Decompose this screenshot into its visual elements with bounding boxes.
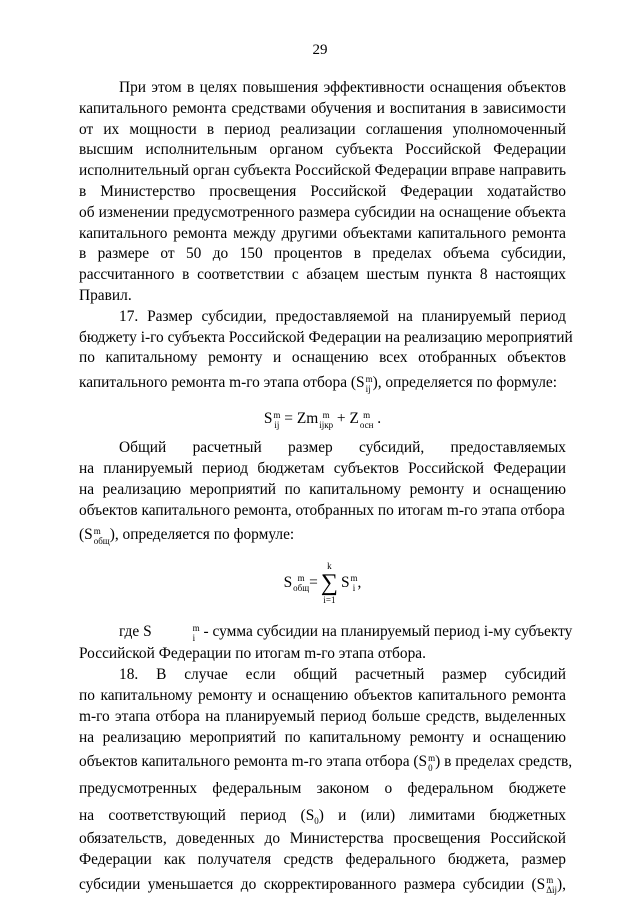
- text-line: в размере от 50 до 150 процентов в пределах объема субсидии,: [79, 245, 566, 263]
- symbol-s-delta-ij-m: S m Δij: [536, 875, 558, 896]
- text-line: 17. Размер субсидии, предоставляемой на планируемый период: [119, 307, 566, 325]
- text-line: высшим исполнительным органом субъекта Российской Федерации: [79, 141, 566, 159]
- text-line: Правил.: [79, 286, 132, 304]
- paragraph-intro: [79, 78, 566, 307]
- text-line: Общий расчетный размер субсидий, предоставляемых: [119, 439, 566, 457]
- text-line: субсидии уменьшается до скорректированного размера субсидии (S m Δij ),: [79, 875, 566, 896]
- text-line: капитального ремонта между другими объектами капитального ремонта: [79, 224, 566, 242]
- text-line: При этом в целях повышения эффективности оснащения объектов: [119, 79, 566, 96]
- sum-sign: k ∑ i=1: [320, 561, 338, 606]
- text-line: капитального ремонта m-го этапа отбора (S m ij ), определяется по формуле:: [79, 373, 558, 394]
- text-line: на реализацию мероприятий по капитальному ремонту и оснащению: [79, 728, 566, 746]
- text-line: 18. В случае если общий расчетный размер субсидий: [119, 666, 566, 684]
- text-line: Федерации как получателя средств федерального бюджета, размер: [79, 851, 566, 869]
- text-line: объектов капитального ремонта, отобранных по итогам m-го этапа отбора: [79, 501, 565, 519]
- document-body: [79, 78, 573, 898]
- symbol-s-ij-m: S m ij: [356, 373, 373, 394]
- text-line: обязательств, доведенных до Министерства просвещения Российской: [79, 830, 566, 848]
- text-line: от их мощности в период реализации соглашения уполномоченный: [79, 120, 566, 138]
- text-line: по капитальному ремонту и оснащению всех отобранных объектов: [79, 349, 566, 367]
- symbol-s-obsh-m: S m общ: [84, 525, 110, 546]
- text-line: где S m i - сумма субсидии на планируемый период i-му субъекту: [119, 622, 573, 643]
- paragraph-total: [79, 438, 566, 548]
- formula-subsidy-size: S m ij = Zm m ijкр + Z m осн .: [263, 409, 382, 430]
- text-line: исполнительный орган субъекта Российской Федерации вправе направить: [79, 162, 566, 180]
- symbol-s-0-m: S m 0: [418, 752, 436, 773]
- symbol-s-0: $S_0$: [305, 807, 319, 827]
- text-line: рассчитанного в соответствии с абзацем шестым пункта 8 настоящих: [79, 266, 566, 284]
- text-line: предусмотренных федеральным законом о федеральном бюджете: [79, 780, 566, 798]
- text-line: по капитальному ремонту и оснащению объектов капитального ремонта: [79, 686, 566, 704]
- text-line: капитального ремонта средствами обучения и воспитания в зависимости: [79, 99, 566, 117]
- paragraph-18: [79, 665, 573, 898]
- text-line: (S m общ ), определяется по формуле:: [79, 525, 295, 546]
- formula-total-subsidy: S m общ = k ∑ i=1 S m i ,: [283, 561, 362, 606]
- text-line: на соответствующий период $(S_0)$ и (или) лимитами бюджетных: [79, 807, 566, 827]
- paragraph-where: [79, 620, 573, 665]
- text-line: m-го этапа отбора на планируемый период больше средств, выделенных: [79, 707, 566, 725]
- page-number: 29: [312, 42, 328, 58]
- text-line: Российской Федерации по итогам m-го этапа отбора.: [79, 645, 426, 663]
- text-line: в Министерство просвещения Российской Федерации ходатайство: [79, 182, 566, 200]
- text-line: бюджету i-го субъекта Российской Федерации на реализацию мероприятий: [79, 328, 573, 346]
- paragraph-17: [79, 307, 573, 396]
- symbol-s-i-m: S m i: [143, 622, 200, 643]
- text-line: на планируемый период бюджетам субъектов Российской Федерации: [79, 459, 566, 477]
- text-line: на реализацию мероприятий по капитальному ремонту и оснащению: [79, 480, 566, 498]
- text-line: объектов капитального ремонта m-го этапа отбора (S m 0 ) в пределах средств,: [79, 752, 573, 773]
- text-line: об изменении предусмотренного размера субсидии на оснащение объекта: [79, 203, 566, 221]
